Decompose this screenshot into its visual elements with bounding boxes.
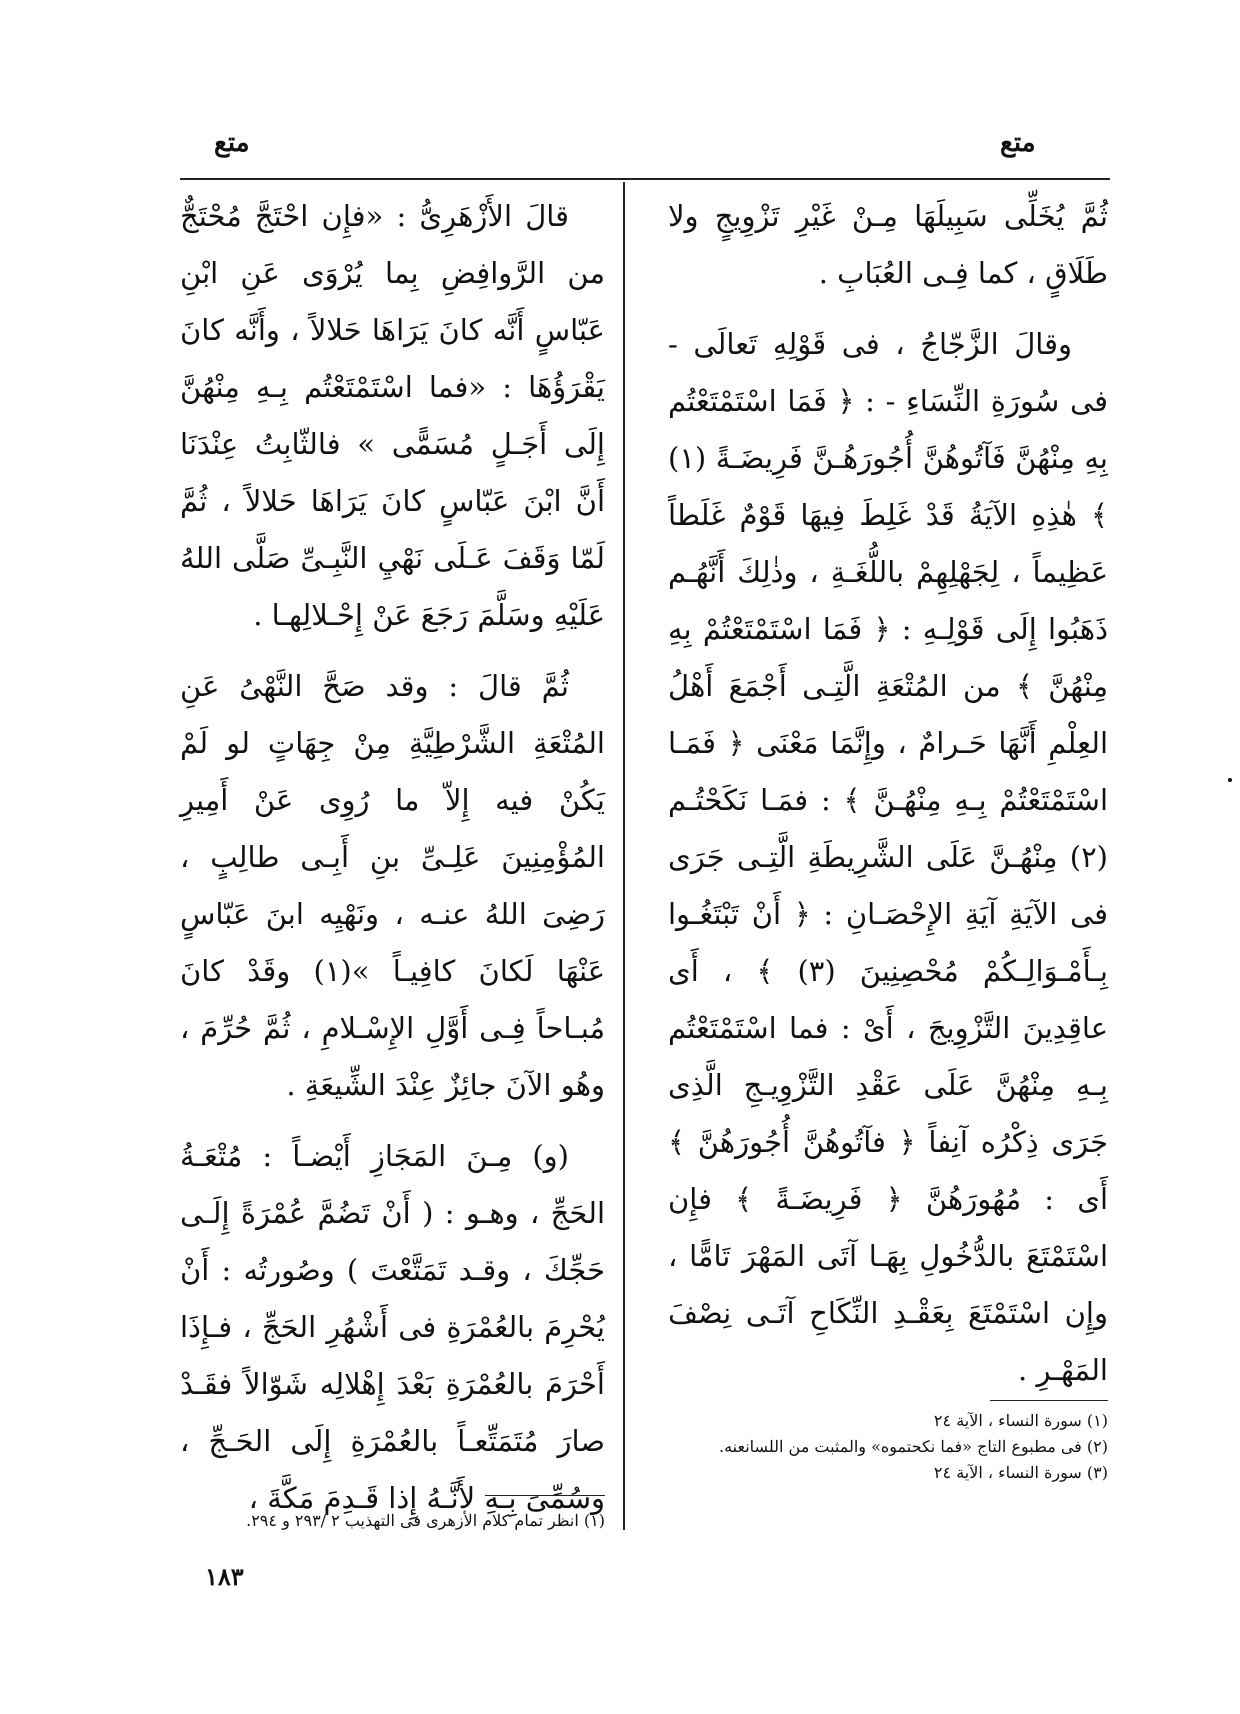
footnote-item: (١) سورة النساء ، الآية ٢٤ — [933, 1411, 1108, 1430]
left-paragraph-3: (و) مِـنَ المَجَازِ أَيْضـاً : مُتْعَـةُ الحَجِّ ، وهـو : ( أَنْ تَضُمَّ عُمْرَةً إِلَـى حَجِّكَ ، وقـد تَمَتَّعْتَ ) وصُورتُه : أَنْ يُحْرِمَ بالعُمْرَةِ فى أَشْهُرِ الحَجِّ ، فـإِذَا أَحْرَمَ بالعُمْرَةِ بَعْدَ إِهْلالِه شَوّالاً فقَـدْ صارَ مُتَمَتِّعـاً بالعُمْرَةِ إِلَى الحَـجِّ ، وسُمِّىَ بِـهِ لأَنَّـهُ إِذا قَـدِمَ مَكَّةَ ، — [180, 1139, 605, 1515]
left-paragraph-2: ثُمَّ قالَ : وقد صَحَّ النَّهْىُ عَنِ المُتْعَةِ الشَّرْطِيَّةِ مِنْ جِهَاتٍ لو لَمْ يَكُنْ فيه إِلاّ ما رُوِى عَنْ أَمِيرِ المُؤْمِنِينَ عَلِـىِّ بنِ أَبِـى طالِبٍ ، رَضِىَ اللهُ عنـه ، ونَهْيِه ابنَ عَبّاسٍ عَنْهَا لَكانَ كافِيـاً »(١) وقَدْ كانَ مُبـاحاً فِـى أَوَّلِ الإِسْـلامِ ، ثُمَّ حُرِّمَ ، وهُو الآنَ جائِزٌ عِنْدَ الشِّيعَةِ . — [180, 669, 606, 1102]
page-number: ١٨٣ — [205, 1562, 244, 1591]
right-paragraph-2: وقالَ الزَّجّاجُ ، فى قَوْلِهِ تَعالَى - فى سُورَةِ النِّسَاءِ - : ﴿ فَمَا اسْتَمْتَعْتُم بِهِ مِنْهُنَّ فَآتُوهُنَّ أُجُورَهُـنَّ فَرِيضَـةً (١) ﴾ هٰذِهِ الآيَةُ قَدْ غَلِطَ فِيهَا قَوْمٌ غَلَطاً عَظِيماً ، لِجَهْلِهِمْ باللُّغَـةِ ، وذٰلِكَ أَنَّهُـم ذَهَبُوا إِلَى قَوْلِـهِ : ﴿ فَمَا اسْتَمْتَعْتُمْ بِهِ مِنْهُنَّ ﴾ من المُتْعَةِ الَّتِـى أَجْمَعَ أَهْلُ العِلْمِ أَنَّهَا حَـرامٌ ، وإِنَّمَا مَعْنَى ﴿ فَمَـا اسْتَمْتَعْتُمْ بِـهِ مِنْهُـنَّ ﴾ : فمَـا نَكَحْتُـم (٢) مِنْهُـنَّ عَلَى الشَّرِيطَةِ الَّتِـى جَرَى فى الآيَةِ آيَةِ الإِحْصَـانِ : ﴿ أَنْ تَبْتَغُـوا بِـأَمْـوَالِـكُمْ مُحْصِنِينَ (٣) ﴾ ، أَى عاقِدِينَ التَّزْوِيجَ ، أَىْ : فما اسْتَمْتَعْتُم بِـهِ مِنْهُنَّ عَلَى عَقْدِ التَّزْوِيـجِ الَّذِى جَرَى ذِكْرُه آنِفاً ﴿ فآتُوهُنَّ أُجُورَهُنَّ ﴾ أَى : مُهُورَهُنَّ ﴿ فَرِيضَـةً ﴾ فإِن اسْتَمْتَعَ بالدُّخُولِ بِهَـا آتَى المَهْرَ تَامًّا ، وإِن اسْتَمْتَعَ بِعَقْـدِ النِّكَاحِ آتَـى نِصْفَ المَهْـرِ . — [668, 327, 1109, 1387]
scan-speck — [1228, 778, 1232, 782]
footnotes-right — [668, 1408, 1108, 1486]
footnote-rule-right — [990, 1400, 1108, 1401]
left-column — [180, 188, 605, 1541]
header-rule — [180, 178, 1110, 180]
running-header-left: متع — [214, 128, 250, 158]
left-paragraph-1: قالَ الأَزْهَرِىُّ : «فإِن احْتَجَّ مُحْتَجٌّ من الرَّوافِضِ بِما يُرْوَى عَنِ ابْنِ عَبّاسٍ أَنَّه كانَ يَرَاهَا حَلالاً ، وأَنَّه كانَ يَقْرَؤُهَا : «فما اسْتَمْتَعْتُم بِـهِ مِنْهُنَّ إِلَى أَجَـلٍ مُسَمًّى » فالثّابِتُ عِنْدَنَا أَنَّ ابْنَ عَبّاسٍ كانَ يَرَاهَا حَلالاً ، ثُمَّ لَمّا وَقَفَ عَـلَى نَهْيِ النَّبِـىِّ صَلَّى اللهُ عَلَيْهِ وسَلَّمَ رَجَعَ عَنْ إِحْـلالِهـا . — [180, 199, 605, 632]
footnote-rule-left — [485, 1495, 605, 1496]
footnote-item: (٣) سورة النساء ، الآية ٢٤ — [933, 1463, 1108, 1482]
right-paragraph-1: ثُمَّ يُخَلِّى سَبِيلَهَا مِـنْ غَيْرِ تَزْوِيجٍ ولا طَلَاقٍ ، كما فِـى العُبَابِ . — [668, 199, 1108, 290]
right-column — [668, 188, 1108, 1413]
footnotes-left — [180, 1508, 605, 1534]
footnote-item: (١) انظر تمام كلام الأزهرى فى التهذيب ٢ /٢٩٣ و ٢٩٤. — [246, 1511, 605, 1530]
footnote-item: (٢) فى مطبوع التاج «فما نكحتموه» والمثبت من اللسانعنه. — [719, 1437, 1108, 1456]
column-divider — [623, 182, 625, 1530]
running-header-right: متع — [1000, 128, 1036, 158]
